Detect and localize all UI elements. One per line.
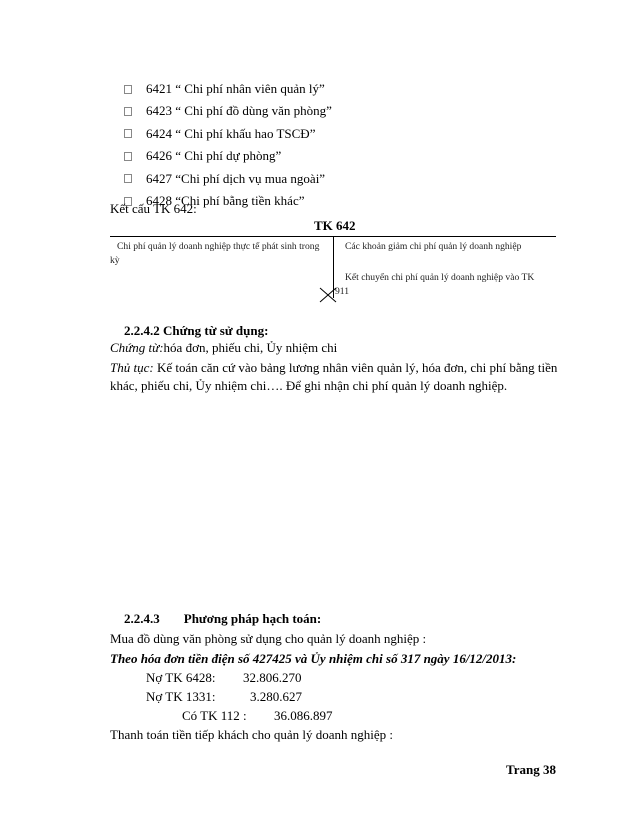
entry-credit-112-amount: 36.086.897 (274, 708, 333, 723)
list-item: 6427 “Chi phí dịch vụ mua ngoài” (124, 168, 332, 190)
documents-line: Chứng từ:hóa đơn, phiếu chi, Ủy nhiệm chi (110, 340, 338, 355)
procedure-line-cont: khác, phiếu chi, Ủy nhiệm chi…. Để ghi nhận chi phí quản lý doanh nghiệp. (110, 378, 508, 393)
credit-item-1: Các khoản giảm chi phí quản lý doanh nghiệp (345, 241, 522, 252)
list-item: 6421 “ Chi phí nhân viên quản lý” (124, 78, 332, 100)
checkbox-bullet-icon (124, 85, 132, 94)
entry-debit-1331-amount: 3.280.627 (250, 689, 302, 704)
payment-line: Thanh toán tiền tiếp khách cho quản lý doanh nghiệp : (110, 727, 394, 742)
debit-side-text: Chi phí quản lý doanh nghiệp thực tế phát sinh trong (117, 241, 320, 252)
entry-credit-112: Có TK 112 : (182, 708, 247, 723)
checkbox-bullet-icon (124, 152, 132, 161)
purchase-line: Mua đồ dùng văn phòng sử dụng cho quản lý doanh nghiệp : (110, 631, 427, 646)
list-item: 6423 “ Chi phí đồ dùng văn phòng” (124, 100, 332, 122)
t-account-title: TK 642 (314, 218, 356, 233)
debit-side-text-cont: kỳ (110, 255, 120, 266)
entry-debit-6428: Nợ TK 6428: (146, 670, 216, 685)
account-bullet-list (124, 78, 332, 212)
cross-mark-icon (318, 285, 338, 305)
entry-debit-1331: Nợ TK 1331: (146, 689, 216, 704)
page-number: Trang 38 (506, 762, 556, 777)
list-item: 6424 “ Chi phí khấu hao TSCĐ” (124, 123, 332, 145)
list-item: 6426 “ Chi phí dự phòng” (124, 145, 332, 167)
section-2242-heading: 2.2.4.2 Chứng từ sử dụng: (124, 323, 269, 338)
credit-item-2-cont: 911 (335, 286, 350, 297)
checkbox-bullet-icon (124, 174, 132, 183)
credit-item-2: Kết chuyển chi phí quản lý doanh nghiệp vào TK (345, 272, 535, 283)
checkbox-bullet-icon (124, 129, 132, 138)
invoice-reference: Theo hóa đơn tiền điện số 427425 và Ủy nhiệm chi số 317 ngày 16/12/2013: (110, 651, 517, 666)
entry-debit-6428-amount: 32.806.270 (243, 670, 302, 685)
list-item: 6428 “Chi phí bằng tiền khác” (124, 190, 332, 212)
structure-label: Kết cấu TK 642: (110, 201, 197, 216)
checkbox-bullet-icon (124, 107, 132, 116)
procedure-line: Thủ tục: Kế toán căn cứ vào bảng lương nhân viên quản lý, hóa đơn, chi phí bằng tiền (110, 360, 558, 375)
section-2243-heading: 2.2.4.3 Phương pháp hạch toán: (124, 611, 322, 626)
